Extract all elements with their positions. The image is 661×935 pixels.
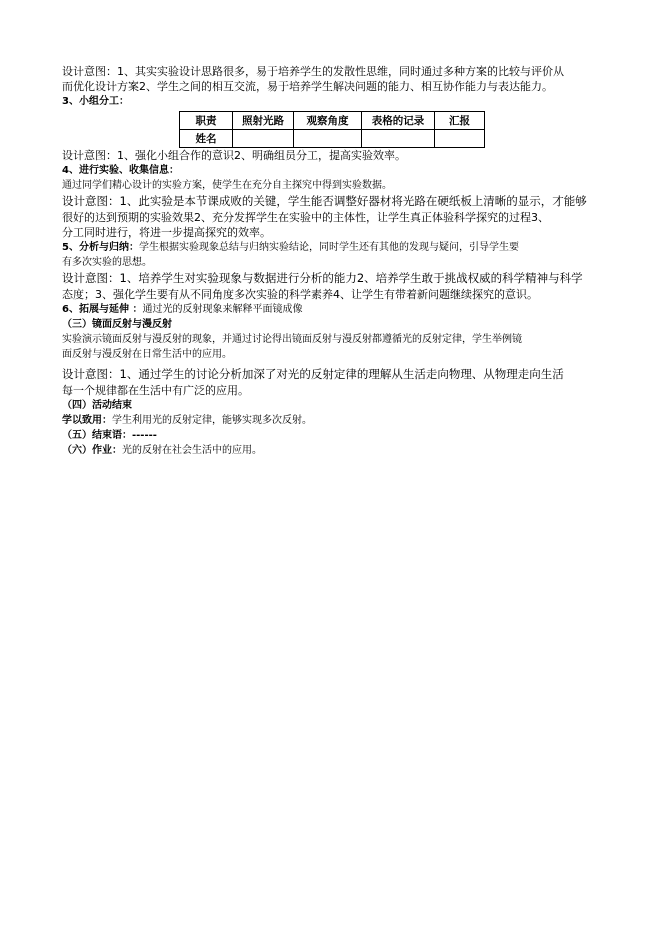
table-cell: 照射光路 (233, 112, 294, 130)
section5-line1 (62, 240, 642, 255)
section4-intent-line1: 设计意图：1、此实验是本节课成败的关键，学生能否调整好器材将光路在硬纸板上清晰的显示，才能够 (62, 194, 587, 208)
section3-heading: 3、小组分工： (62, 96, 129, 107)
part4-text: 学生利用光的反射定律，能够实现多次反射。 (112, 415, 312, 426)
section6-heading: 6、拓展与延伸 ： (62, 304, 143, 315)
section4-intent-line2: 很好的达到预期的实验效果2、充分发挥学生在实验中的主体性，让学生真正体验科学探究的过程3、 (62, 211, 549, 224)
section6-line (62, 302, 642, 317)
section4-text: 通过同学们精心设计的实验方案，使学生在充分自主探究中得到实验数据。 (62, 180, 392, 191)
table-cell: 职责 (180, 112, 233, 130)
part3-text-line1: 实验演示镜面反射与漫反射的现象，并通过讨论得出镜面反射与漫反射都遵循光的反射定律，学生举例镜 (62, 334, 522, 345)
table-cell: 表格的记录 (362, 112, 435, 130)
part4-lead: 学以致用： (62, 415, 112, 426)
table-row (180, 130, 485, 148)
part5-text: ------ (132, 430, 157, 441)
part6-line (62, 443, 642, 458)
part3-intent-line1: 设计意图：1、通过学生的讨论分析加深了对光的反射定律的理解从生活走向物理、从物理走向生活 (62, 367, 564, 381)
part5-line (62, 428, 642, 443)
part5-heading: （五）结束语： (62, 430, 132, 441)
document-page (62, 64, 642, 458)
part4-heading: （四）活动结束 (62, 400, 132, 411)
part3-heading: （三）镜面反射与漫反射 (62, 319, 172, 330)
section3-intent: 设计意图：1、强化小组合作的意识2、明确组员分工，提高实验效率。 (62, 149, 406, 162)
part3-intent-line2: 每一个规律都在生活中有广泛的应用。 (62, 384, 249, 397)
group-assignment-table (179, 111, 485, 148)
part6-text: 光的反射在社会生活中的应用。 (122, 445, 262, 456)
table-cell: 汇报 (435, 112, 485, 130)
part4-line (62, 413, 642, 428)
section4-intent-line3: 分工同时进行，将进一步提高探究的效率。 (62, 226, 271, 239)
section6-text: 通过光的反射现象来解释平面镜成像 (142, 304, 303, 315)
section5-text-line2: 有多次实验的思想。 (62, 257, 152, 268)
table-cell-empty (362, 130, 435, 148)
table-cell-empty (294, 130, 362, 148)
table-cell-empty (435, 130, 485, 148)
section5-heading: 5、分析与归纳： (62, 242, 139, 253)
table-cell-empty (233, 130, 294, 148)
table-cell: 姓名 (180, 130, 233, 148)
table-cell: 观察角度 (294, 112, 362, 130)
section5-text-line1: 学生根据实验现象总结与归纳实验结论，同时学生还有其他的发现与疑问，引导学生要 (138, 242, 519, 253)
section5-intent-line1: 设计意图：1、培养学生对实验现象与数据进行分析的能力2、培养学生敢于挑战权威的科学精神与科学 (62, 271, 583, 285)
design-intent-1-line2: 而优化设计方案2、学生之间的相互交流，易于培养学生解决问题的能力、相互协作能力与表达能力。 (62, 80, 553, 93)
part3-text-line2: 面反射与漫反射在日常生活中的应用。 (62, 349, 232, 360)
table-row (180, 112, 485, 130)
section5-intent-line2: 态度；3、强化学生要有从不同角度多次实验的科学素养4、让学生有带着新问题继续探究的意识。 (62, 288, 538, 301)
design-intent-1-line1: 设计意图：1、其实实验设计思路很多，易于培养学生的发散性思维，同时通过多种方案的比较与评价从 (62, 65, 564, 78)
section4-heading: 4、进行实验、收集信息： (62, 165, 179, 176)
part6-heading: （六）作业： (62, 445, 122, 456)
